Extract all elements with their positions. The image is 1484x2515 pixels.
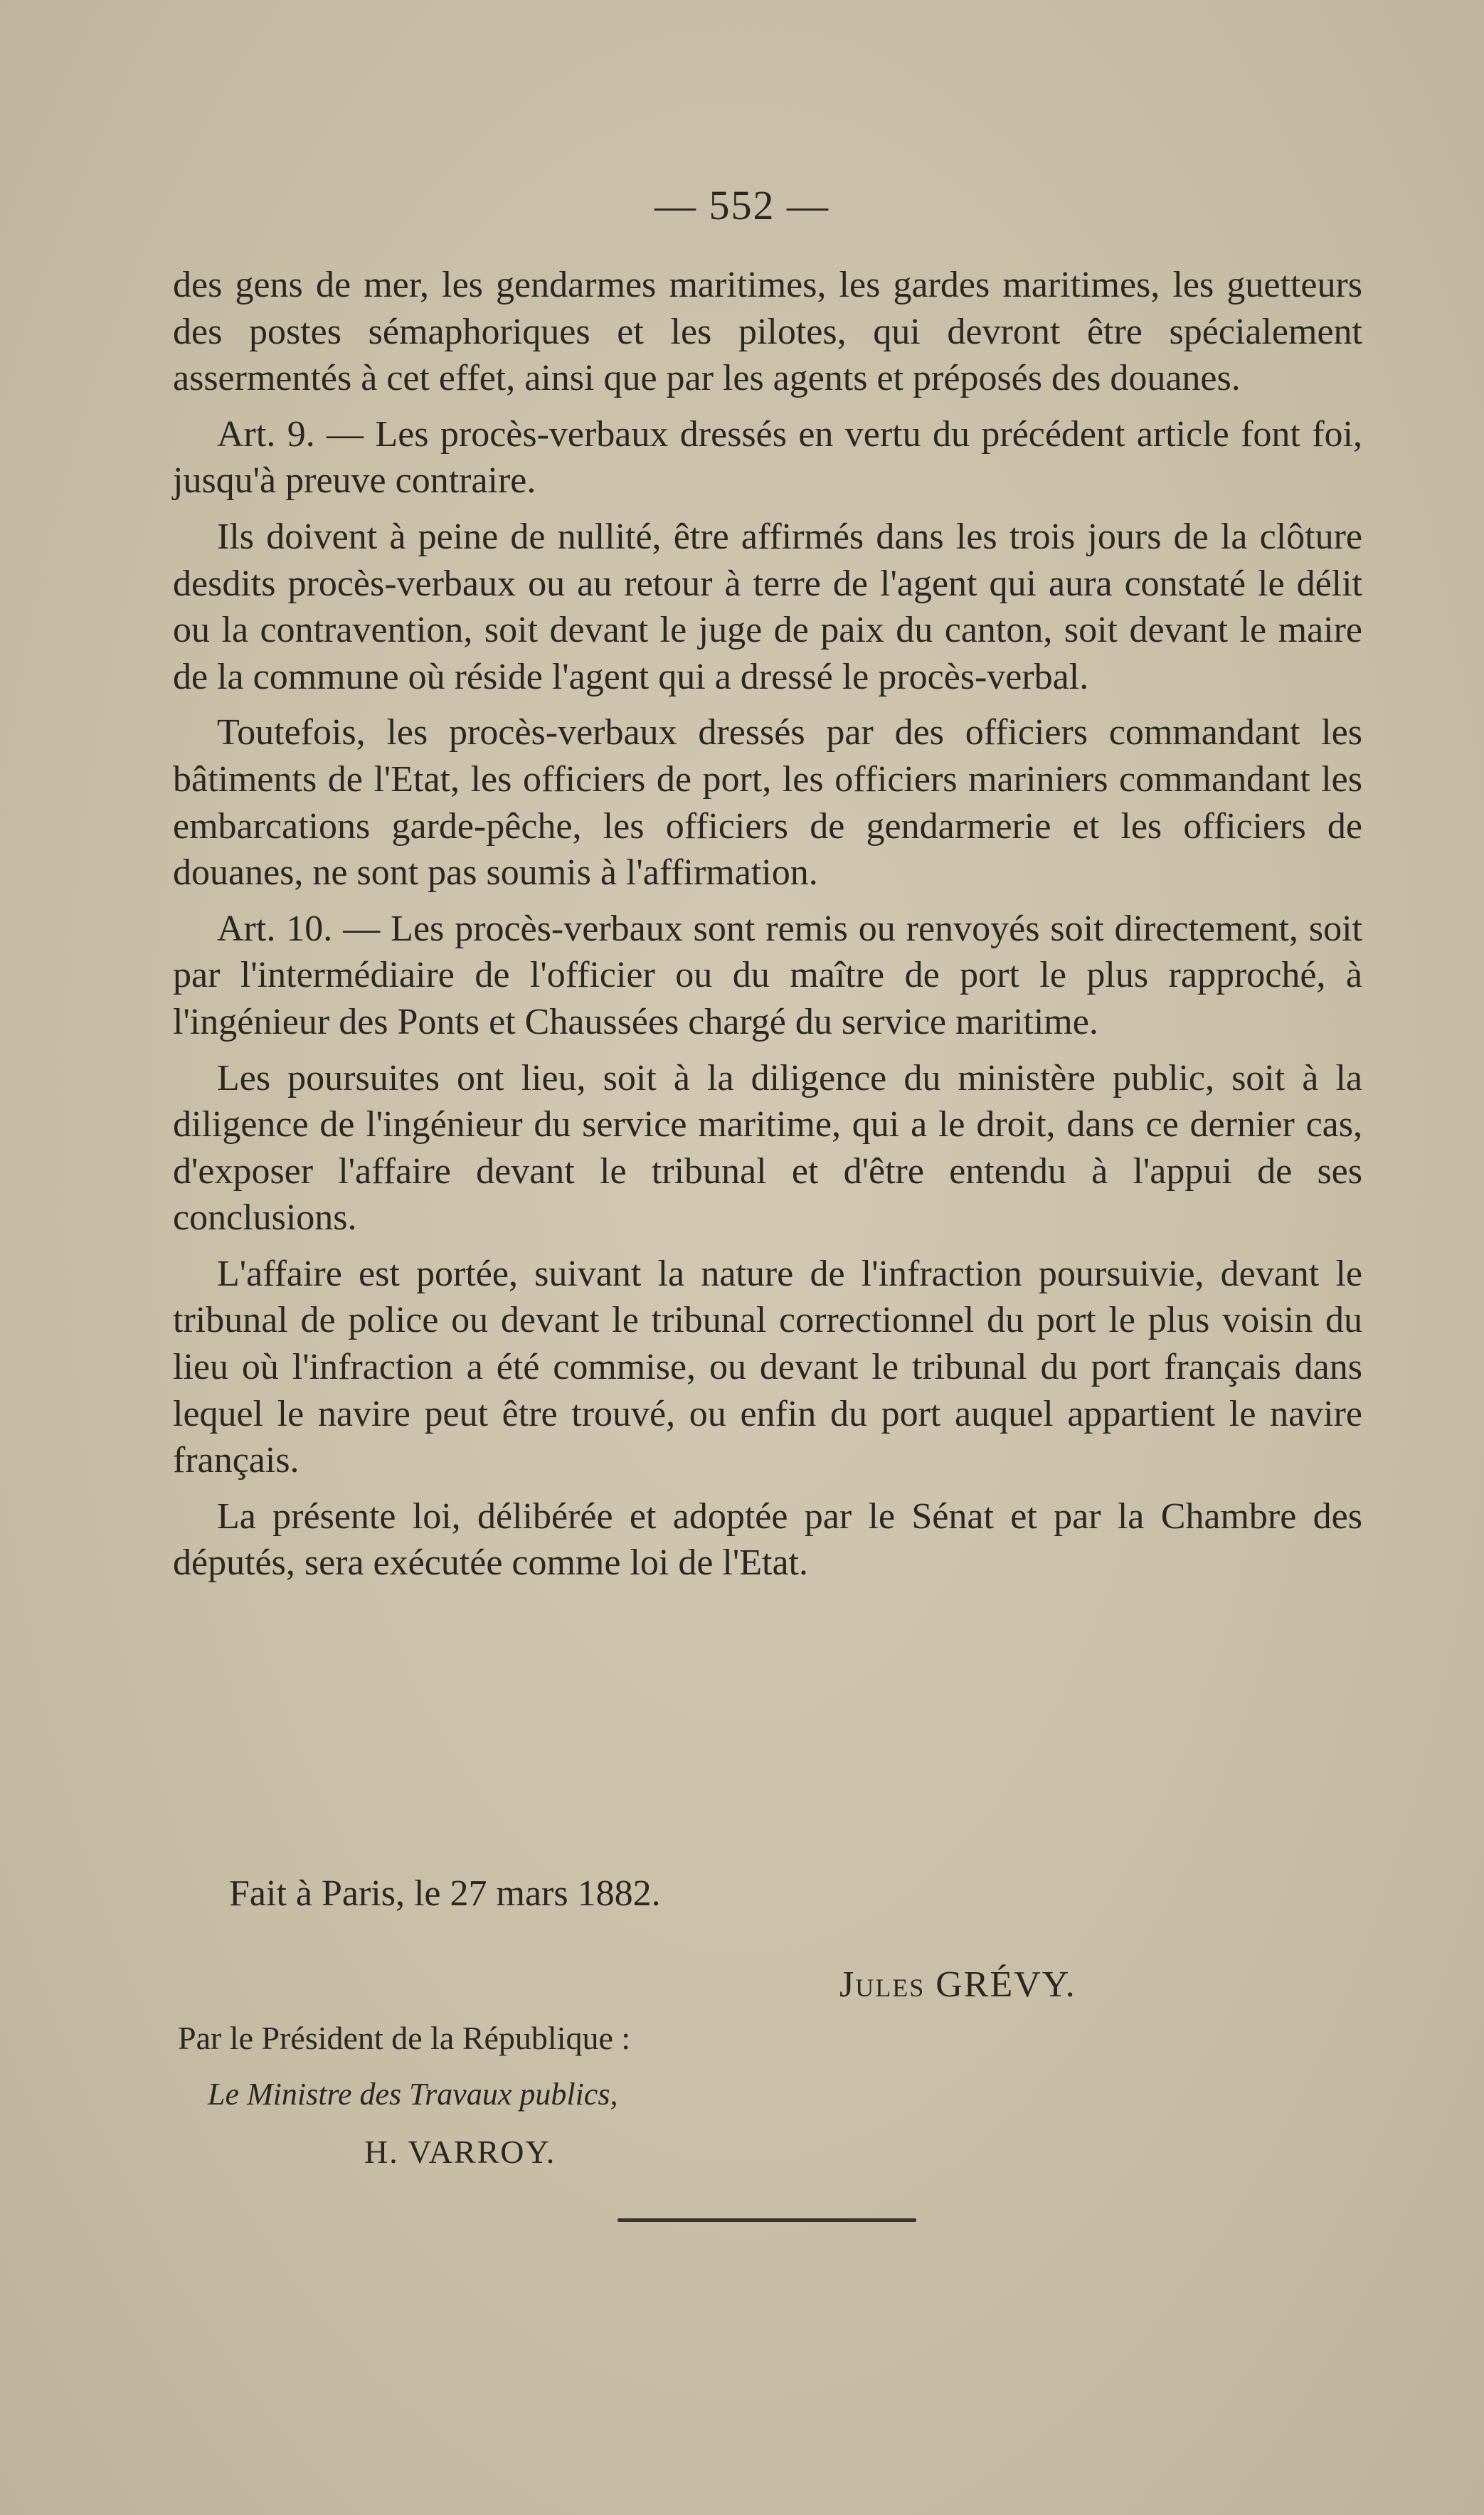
paragraph-article-9: Art. 9. — Les procès-verbaux dressés en vertu du précédent article font foi, jusqu'à preuve contraire. xyxy=(173,413,1362,502)
paragraph-juridiction: L'affaire est portée, suivant la nature de l'infraction poursuivie, devant le tribunal de police ou devant le tribunal correctionnel du port le plus voisin du lieu où l'infraction a été commise, ou devant le tribunal du port français dans lequel le navire peut être trouvé, ou enfin du port auquel appartient le navire français. xyxy=(173,1253,1362,1481)
paragraph-execution: La présente loi, délibérée et adoptée par le Sénat et par la Chambre des députés, sera exécutée comme loi de l'Etat. xyxy=(173,1495,1362,1584)
date-line: Fait à Paris, le 27 mars 1882. xyxy=(229,1873,661,1914)
countersign-title: Le Ministre des Travaux publics, xyxy=(208,2077,618,2112)
law-text-body xyxy=(173,262,1362,1596)
paragraph-continuation: des gens de mer, les gendarmes maritimes, les gardes maritimes, les guetteurs des postes sémaphoriques et les pilotes, qui devront être spécialement assermentés à cet effet, ainsi que par les agents et préposés des douanes. xyxy=(173,265,1362,399)
page-number: — 552 — xyxy=(654,182,830,228)
paragraph-exceptions: Toutefois, les procès-verbaux dressés par des officiers commandant les bâtiments de l'Etat, les officiers de port, les officiers mariniers commandant les embarcations garde-pêche, les officiers de gendarmerie et les officiers de douanes, ne sont pas soumis à l'affirmation. xyxy=(173,712,1362,894)
paragraph-poursuites: Les poursuites ont lieu, soit à la diligence du ministère public, soit à la diligence de l'ingénieur du service maritime, qui a le droit, dans ce dernier cas, d'exposer l'affaire devant le tribunal et d'être entendu à l'appui de ses conclusions. xyxy=(173,1057,1362,1239)
paragraph-article-10: Art. 10. — Les procès-verbaux sont remis ou renvoyés soit directement, soit par l'intermédiaire de l'officier ou du maître de port le plus rapproché, à l'ingénieur des Ponts et Chaussées chargé du service maritime. xyxy=(173,908,1362,1042)
paragraph-affirmation: Ils doivent à peine de nullité, être affirmés dans les trois jours de la clôture desdits procès-verbaux ou au retour à terre de l'agent qui aura constaté le délit ou la contravention, soit devant le juge de paix du canton, soit devant le maire de la commune où réside l'agent qui a dressé le procès-verbal. xyxy=(173,516,1362,697)
signatory-name: Jules GRÉVY. xyxy=(839,1964,1076,2005)
end-rule-divider xyxy=(618,2218,916,2222)
countersign-name: H. VARROY. xyxy=(364,2134,556,2170)
countersign-intro: Par le Président de la République : xyxy=(178,2020,631,2056)
